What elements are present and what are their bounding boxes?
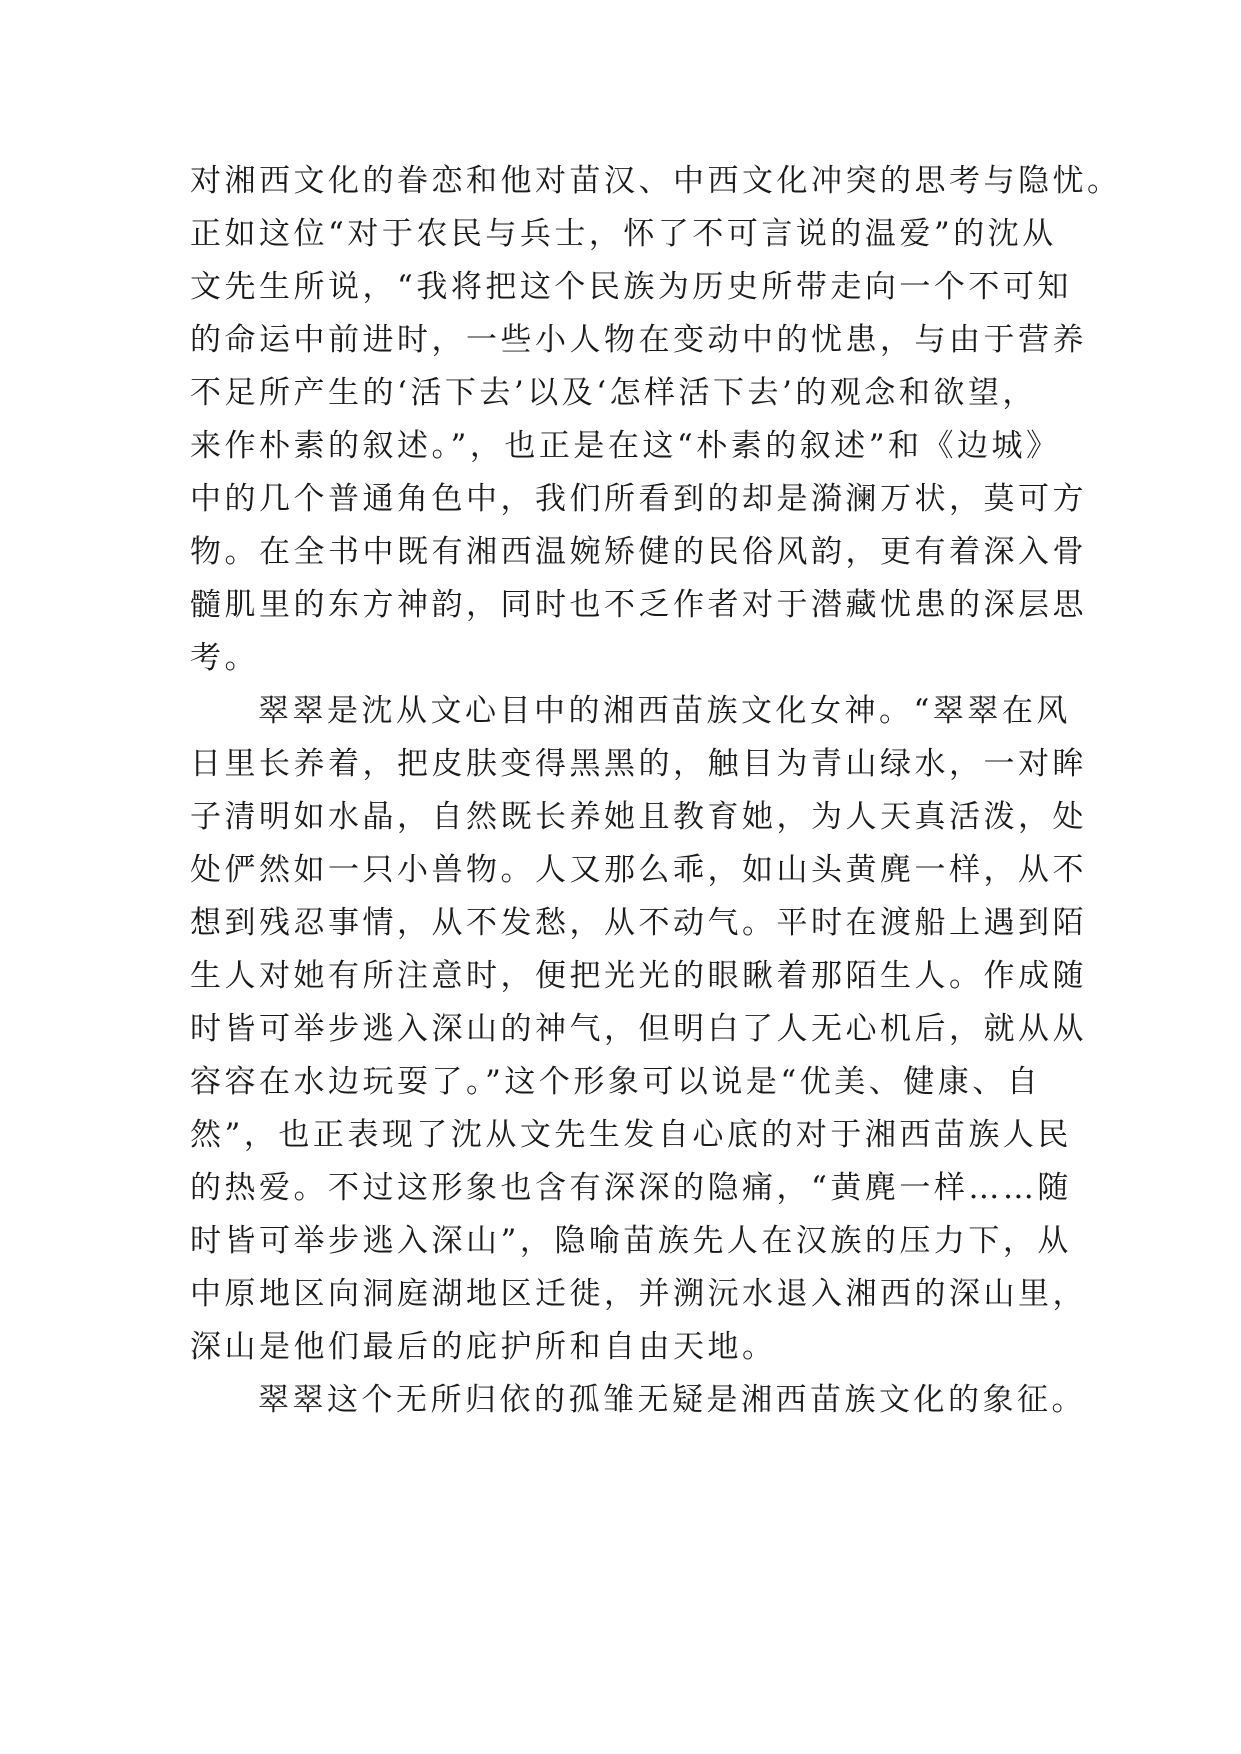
text-line: 容容在水边玩耍了。”这个形象可以说是“优美、健康、自 <box>190 1064 1042 1100</box>
text-line: 中原地区向洞庭湖地区迁徙，并溯沅水退入湘西的深山里， <box>190 1276 1087 1312</box>
text-line: 深山是他们最后的庇护所和自由天地。 <box>190 1329 777 1365</box>
text-line: 处俨然如一只小兽物。人又那么乖，如山头黄麂一样，从不 <box>190 852 1087 888</box>
text-line: 中的几个普通角色中，我们所看到的却是漪澜万状，莫可方 <box>190 481 1087 517</box>
text-line: 对湘西文化的眷恋和他对苗汉、中西文化冲突的思考与隐忧。 <box>190 163 1122 199</box>
text-line: 物。在全书中既有湘西温婉矫健的民俗风韵，更有着深入骨 <box>190 534 1087 570</box>
text-line: 考。 <box>190 640 259 676</box>
text-line: 翠翠是沈从文心目中的湘西苗族文化女神。“翠翠在风 <box>258 693 1071 729</box>
body-text <box>190 155 1122 1427</box>
text-line: 来作朴素的叙述。”，也正是在这“朴素的叙述”和《边城》 <box>190 428 1061 464</box>
text-line: 生人对她有所注意时，便把光光的眼瞅着那陌生人。作成随 <box>190 958 1087 994</box>
text-line: 翠翠这个无所归依的孤雏无疑是湘西苗族文化的象征。 <box>258 1382 1086 1418</box>
text-line: 的热爱。不过这形象也含有深深的隐痛，“黄麂一样……随 <box>190 1170 1072 1206</box>
text-line: 想到残忍事情，从不发愁，从不动气。平时在渡船上遇到陌 <box>190 905 1087 941</box>
text-line: 正如这位“对于农民与兵士，怀了不可言说的温爱”的沈从 <box>190 216 1057 252</box>
text-line: 髓肌里的东方神韵，同时也不乏作者对于潜藏忧患的深层思 <box>190 587 1087 623</box>
text-line: 不足所产生的‘活下去’以及‘怎样活下去’的观念和欲望， <box>190 375 1037 411</box>
text-line: 子清明如水晶，自然既长养她且教育她，为人天真活泼，处 <box>190 799 1087 835</box>
text-line: 日里长养着，把皮肤变得黑黑的，触目为青山绿水，一对眸 <box>190 746 1087 782</box>
text-line: 的命运中前进时，一些小人物在变动中的忧患，与由于营养 <box>190 322 1087 358</box>
text-line: 然”，也正表现了沈从文先生发自心底的对于湘西苗族人民 <box>190 1117 1072 1153</box>
text-line: 时皆可举步逃入深山”，隐喻苗族先人在汉族的压力下，从 <box>190 1223 1072 1259</box>
text-line: 时皆可举步逃入深山的神气，但明白了人无心机后，就从从 <box>190 1011 1087 1047</box>
text-line: 文先生所说，“我将把这个民族为历史所带走向一个不可知 <box>190 269 1072 305</box>
